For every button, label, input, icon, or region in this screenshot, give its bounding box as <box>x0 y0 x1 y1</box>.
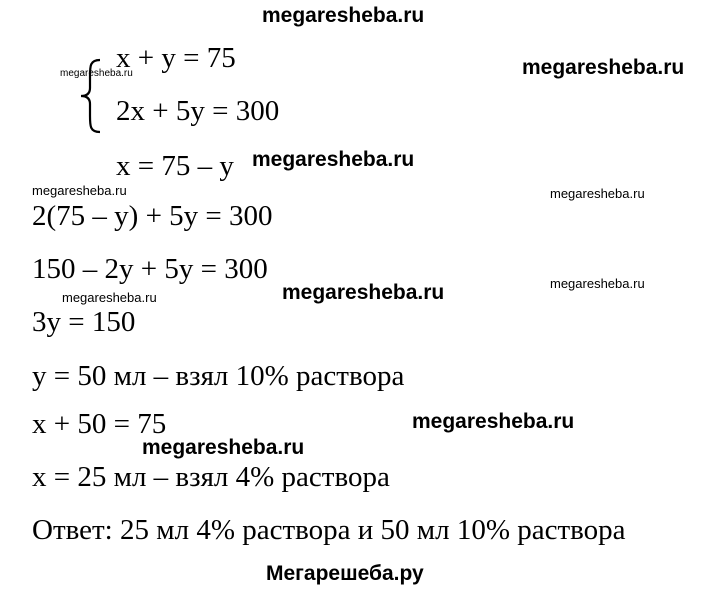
watermark-right-1: megaresheba.ru <box>522 56 685 79</box>
step-simplify: 3y = 150 <box>32 306 136 338</box>
watermark-small-right-2: megaresheba.ru <box>550 276 645 291</box>
watermark-mid-3: megaresheba.ru <box>142 436 305 459</box>
step-back-substitute: x + 50 = 75 <box>32 408 167 440</box>
watermark-right-2: megaresheba.ru <box>412 410 575 433</box>
system-equation-1: x + y = 75 <box>116 42 236 74</box>
watermark-mid-1: megaresheba.ru <box>252 148 415 171</box>
system-brace <box>78 58 106 134</box>
watermark-top: megaresheba.ru <box>262 4 425 27</box>
watermark-bottom: Мегарешеба.ру <box>266 562 424 585</box>
answer-line: Ответ: 25 мл 4% раствора и 50 мл 10% раствора <box>32 514 626 546</box>
system-equation-2: 2x + 5y = 300 <box>116 95 280 127</box>
step-expand: 150 – 2y + 5y = 300 <box>32 253 268 285</box>
step-x-value: x = 25 мл – взял 4% раствора <box>32 461 390 493</box>
step-y-value: y = 50 мл – взял 10% раствора <box>32 360 405 392</box>
watermark-small-left-2: megaresheba.ru <box>32 183 127 198</box>
step-substitute: 2(75 – y) + 5y = 300 <box>32 200 273 232</box>
watermark-small-left-3: megaresheba.ru <box>62 290 157 305</box>
watermark-mid-2: megaresheba.ru <box>282 281 445 304</box>
watermark-small-left-1: megaresheba.ru <box>60 68 133 79</box>
watermark-small-right-1: megaresheba.ru <box>550 186 645 201</box>
step-express-x: x = 75 – y <box>116 150 234 182</box>
